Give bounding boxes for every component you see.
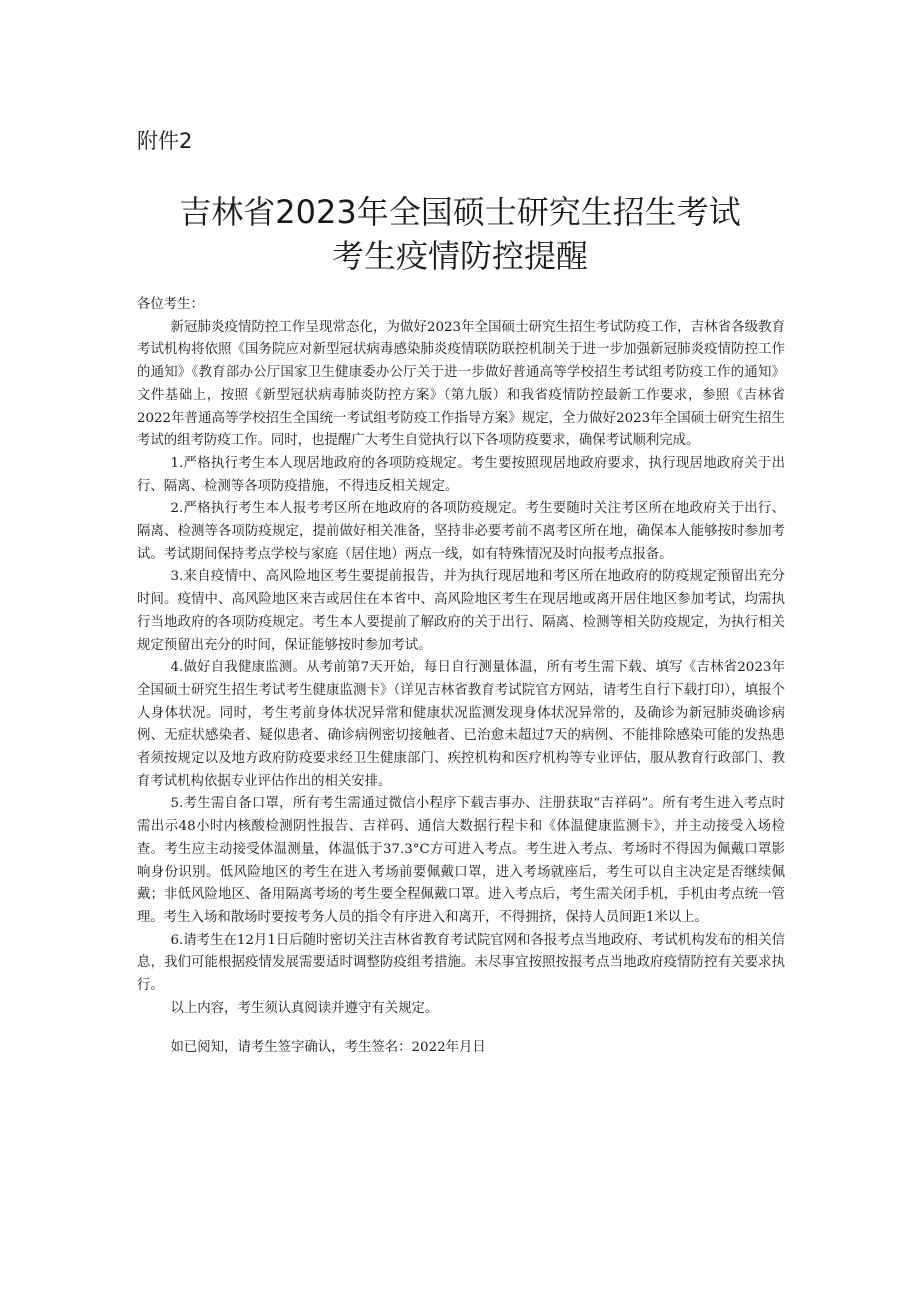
closing-paragraph: 以上内容，考生须认真阅读并遵守有关规定。: [170, 1000, 439, 1016]
intro-paragraph: 新冠肺炎疫情防控工作呈现常态化，为做好2023年全国硕士研究生招生考试防疫工作，吉林省各级教育考试机构将依照《国务院应对新型冠状病毒感染肺炎疫情联防联控机制关于进一步加强新冠肺炎疫情防控工作的通知》《教育部办公厅国家卫生健康委办公厅关于进一步做好普通高等学校招生考试组考防疫工作的通知》文件基础上，按照《新型冠状病毒肺炎防控方案》（第九版）和我省疫情防控最新工作要求，参照《吉林省2022年普通高等学校招生全国统一考试组考防疫工作指导方案》规定，全力做好2023年全国硕士研究生招生考试的组考防疫工作。同时，也提醒广大考生自觉执行以下各项防疫要求，确保考试顺利完成。: [137, 319, 785, 449]
item-4: 4.做好自我健康监测。从考前第7天开始，每日自行测量体温，所有考生需下载、填写《吉林省2023年全国硕士研究生招生考试考生健康监测卡》（详见吉林省教育考试院官方网站，请考生自行下载打印），填报个人身体状况。同时，考生考前身体状况异常和健康状况监测发现身体状况异常的，及确诊为新冠肺炎确诊病例、无症状感染者、疑似患者、确诊病例密切接触者、已治愈未超过7天的病例、不能排除感染可能的发热患者须按规定以及地方政府防疫要求经卫生健康部门、疾控机构和医疗机构等专业评估，服从教育行政部门、教育考试机构依据专业评估作出的相关安排。: [137, 660, 785, 789]
greeting: 各位考生：: [137, 297, 204, 312]
title-line-1: 吉林省2023年全国硕士研究生招生考试: [179, 193, 741, 231]
document-title: [0, 190, 920, 278]
item-5: 5.考生需自备口罩，所有考生需通过微信小程序下载吉事办、注册获取“吉祥码”。所有考生进入考点时需出示48小时内核酸检测阴性报告、吉祥码、通信大数据行程卡和《体温健康监测卡》，并主动接受入场检查。考生应主动接受体温测量，体温低于37.3°C方可进入考点。考生进入考点、考场时不得因为佩戴口罩影响身份识别。低风险地区的考生在进入考场前要佩戴口罩，进入考场就座后，考生可以自主决定是否继续佩戴；非低风险地区、备用隔离考场的考生要全程佩戴口罩。进入考点后，考生需关闭手机，手机由考点统一管理。考生入场和散场时要按考务人员的指令有序进入和离开，不得拥挤，保持人员间距1米以上。: [137, 796, 785, 925]
item-1: 1.严格执行考生本人现居地政府的各项防疫规定。考生要按照现居地政府要求，执行现居地政府关于出行、隔离、检测等各项防疫措施，不得违反相关规定。: [137, 455, 785, 494]
attachment-label: 附件2: [137, 129, 193, 153]
item-3: 3.来自疫情中、高风险地区考生要提前报告，并为执行现居地和考区所在地政府的防疫规定预留出充分时间。疫情中、高风险地区来吉或居住在本省中、高风险地区考生在现居地或离开居住地区参加考试，均需执行当地政府的各项防疫规定。考生本人要提前了解政府的关于出行、隔离、检测等相关防疫规定，为执行相关规定预留出充分的时间，保证能够按时参加考试。: [137, 569, 785, 653]
document-body: [137, 294, 785, 1059]
item-6: 6.请考生在12月1日后随时密切关注吉林省教育考试院官网和各报考点当地政府、考试机构发布的相关信息，我们可能根据疫情发展需要适时调整防疫组考措施。未尽事宜按照按报考点当地政府疫情防控有关要求执行。: [137, 932, 785, 994]
title-line-2: 考生疫情防控提醒: [331, 237, 588, 275]
signature-line: 如已阅知，请考生签字确认，考生签名：2022年月日: [170, 1039, 486, 1055]
item-2: 2.严格执行考生本人报考考区所在地政府的各项防疫规定。考生要随时关注考区所在地政府关于出行、隔离、检测等各项防疫规定，提前做好相关准备，坚持非必要考前不离考区所在地，确保本人能够按时参加考试。考试期间保持考点学校与家庭（居住地）两点一线，如有特殊情况及时向报考点报备。: [137, 501, 785, 562]
